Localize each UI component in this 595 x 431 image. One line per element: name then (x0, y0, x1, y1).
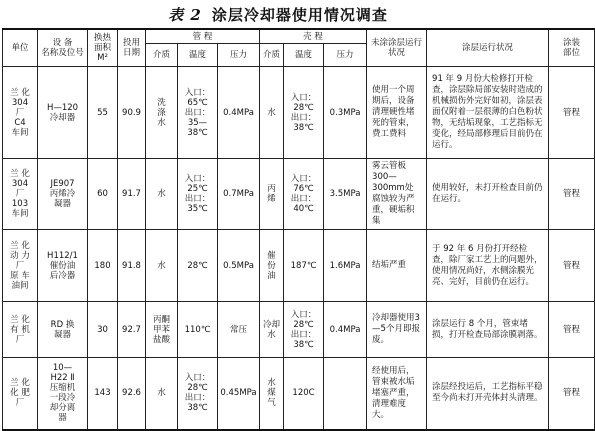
cell-equipment: JE907 丙烯冷 凝器 (38, 159, 88, 230)
header-start-date: 投用 日期 (118, 29, 146, 67)
cell-area: 55 (88, 67, 118, 159)
cell-coating-status: 于 92 年 6 月份打开经检查，除厂家工艺上的问题外，使用情况尚好，水侧涂膜光亮、完好，目前仍在运行。 (427, 230, 549, 302)
header-coating-status: 涂层运行状况 (427, 29, 549, 67)
cell-tube-medium: 丙酮 甲苯 盐酸 (146, 302, 178, 358)
cell-tube-medium: 洗 涤 水 (146, 67, 178, 159)
cell-uncoated-status: 经使用后，管束被水垢堵塞严重，清理难度大。 (367, 358, 427, 430)
table-row (3, 159, 595, 230)
cell-unit: 兰 化 动 力 厂 原 车 油间 (3, 230, 38, 302)
cell-shell-temp: 入口： 28℃ 出口： 38℃ (284, 302, 324, 358)
table-caption: 涂层冷却器使用情况调查 (211, 6, 388, 24)
cell-shell-pressure: 0.3MPa (324, 67, 367, 159)
cell-coating-status: 使用较好，未打开检查目前仍在运行。 (427, 159, 549, 230)
cell-equipment: H—120 冷却器 (38, 67, 88, 159)
cell-shell-temp: 入口： 28℃ 出口： 38℃ (284, 67, 324, 159)
cell-coating-status: 涂层经投运后，工艺指标平稳至今尚未打开壳体封头清理。 (427, 358, 549, 430)
coating-cooler-survey-table (2, 28, 595, 431)
cell-tube-medium: 水 (146, 159, 178, 230)
cell-uncoated-status: 结垢严重 (367, 230, 427, 302)
cell-coated-part: 管程 (549, 302, 595, 358)
cell-date: 92.7 (118, 302, 146, 358)
cell-tube-temp: 入口： 25℃ 出口： 35℃ (178, 159, 218, 230)
cell-area: 180 (88, 230, 118, 302)
cell-tube-temp: 110℃ (178, 302, 218, 358)
cell-area: 60 (88, 159, 118, 230)
header-tube-medium: 介质 (146, 44, 178, 67)
cell-shell-pressure (324, 358, 367, 430)
cell-shell-medium: 水 煤 气 (260, 358, 284, 430)
cell-date: 91.7 (118, 159, 146, 230)
header-unit: 单位 (3, 29, 38, 67)
header-tube-side: 管 程 (146, 29, 260, 44)
cell-coated-part: 管程 (549, 67, 595, 159)
cell-tube-medium: 水 (146, 358, 178, 430)
cell-equipment: 10— H22 Ⅱ 压缩机 一段冷 却分离 器 (38, 358, 88, 430)
cell-tube-pressure: 0.4MPa (218, 67, 260, 159)
header-uncoated-status: 未涂涂层运行 状况 (367, 29, 427, 67)
header-shell-temp: 温度 (284, 44, 324, 67)
cell-uncoated-status: 冷却器使用3—5个月即报废。 (367, 302, 427, 358)
cell-coated-part: 管程 (549, 358, 595, 430)
cell-uncoated-status: 雾云管板300—300mm处腐蚀较为严重，硬垢积集 (367, 159, 427, 230)
cell-equipment: H112/1 催份油 后冷器 (38, 230, 88, 302)
cell-shell-temp: 入口： 76℃ 出口： 40℃ (284, 159, 324, 230)
cell-shell-medium: 冷却 水 (260, 302, 284, 358)
cell-date: 92.6 (118, 358, 146, 430)
header-shell-side: 壳 程 (260, 29, 367, 44)
cell-shell-temp: 120C (284, 358, 324, 430)
cell-tube-temp: 入口： 28℃ 出口： 38℃ (178, 358, 218, 430)
cell-shell-medium: 丙 烯 (260, 159, 284, 230)
cell-shell-pressure: 0.4MPa (324, 302, 367, 358)
cell-unit: 兰 化 304 厂 C4 车间 (3, 67, 38, 159)
cell-tube-temp: 入口： 65℃ 出口： 35— 38℃ (178, 67, 218, 159)
cell-tube-pressure: 常压 (218, 302, 260, 358)
cell-coated-part: 管程 (549, 159, 595, 230)
table-number: 表 2 (168, 6, 202, 24)
cell-shell-pressure: 1.6MPa (324, 230, 367, 302)
cell-unit: 兰 化 有 机 厂 (3, 302, 38, 358)
cell-unit: 兰 化 304 厂 103 车间 (3, 159, 38, 230)
cell-equipment: RD 换 凝器 (38, 302, 88, 358)
cell-tube-pressure: 0.5MPa (218, 230, 260, 302)
cell-tube-pressure: 0.45MPa (218, 358, 260, 430)
table-row (3, 67, 595, 159)
cell-coating-status: 涂层运行 8 个月，管束堵损，打开检查局部涂膜剥落。 (427, 302, 549, 358)
header-shell-pressure: 压力 (324, 44, 367, 67)
header-coated-part: 涂装 部位 (549, 29, 595, 67)
cell-uncoated-status: 使用一个周期后，设备清理硬性堵死的管束，费工费料 (367, 67, 427, 159)
cell-shell-temp: 187℃ (284, 230, 324, 302)
cell-coated-part: 管程 (549, 230, 595, 302)
table-row (3, 302, 595, 358)
cell-tube-pressure: 0.7MPa (218, 159, 260, 230)
header-equipment: 设 备 名称及位号 (38, 29, 88, 67)
header-area: 换热 面积 M² (88, 29, 118, 67)
header-tube-pressure: 压力 (218, 44, 260, 67)
cell-coating-status: 91 年 9 月份大检修打开检查，涂层除局部安装时造成的机械损伤外完好如初，涂层表面仅附着一层很薄的白色粉状物，无结垢现象，工艺指标无变化，经局部修理后目前仍在运行。 (427, 67, 549, 159)
cell-shell-medium: 水 (260, 67, 284, 159)
table-title (0, 4, 556, 26)
table-row (3, 358, 595, 430)
header-tube-temp: 温度 (178, 44, 218, 67)
header-shell-medium: 介质 (260, 44, 284, 67)
cell-area: 30 (88, 302, 118, 358)
cell-date: 90.9 (118, 67, 146, 159)
cell-shell-pressure: 3.5MPa (324, 159, 367, 230)
cell-shell-medium: 催 份 油 (260, 230, 284, 302)
cell-unit: 兰 化 化 肥 厂 (3, 358, 38, 430)
table-row (3, 230, 595, 302)
cell-tube-temp: 28℃ (178, 230, 218, 302)
cell-date: 91.8 (118, 230, 146, 302)
cell-tube-medium: 水 (146, 230, 178, 302)
cell-area: 143 (88, 358, 118, 430)
